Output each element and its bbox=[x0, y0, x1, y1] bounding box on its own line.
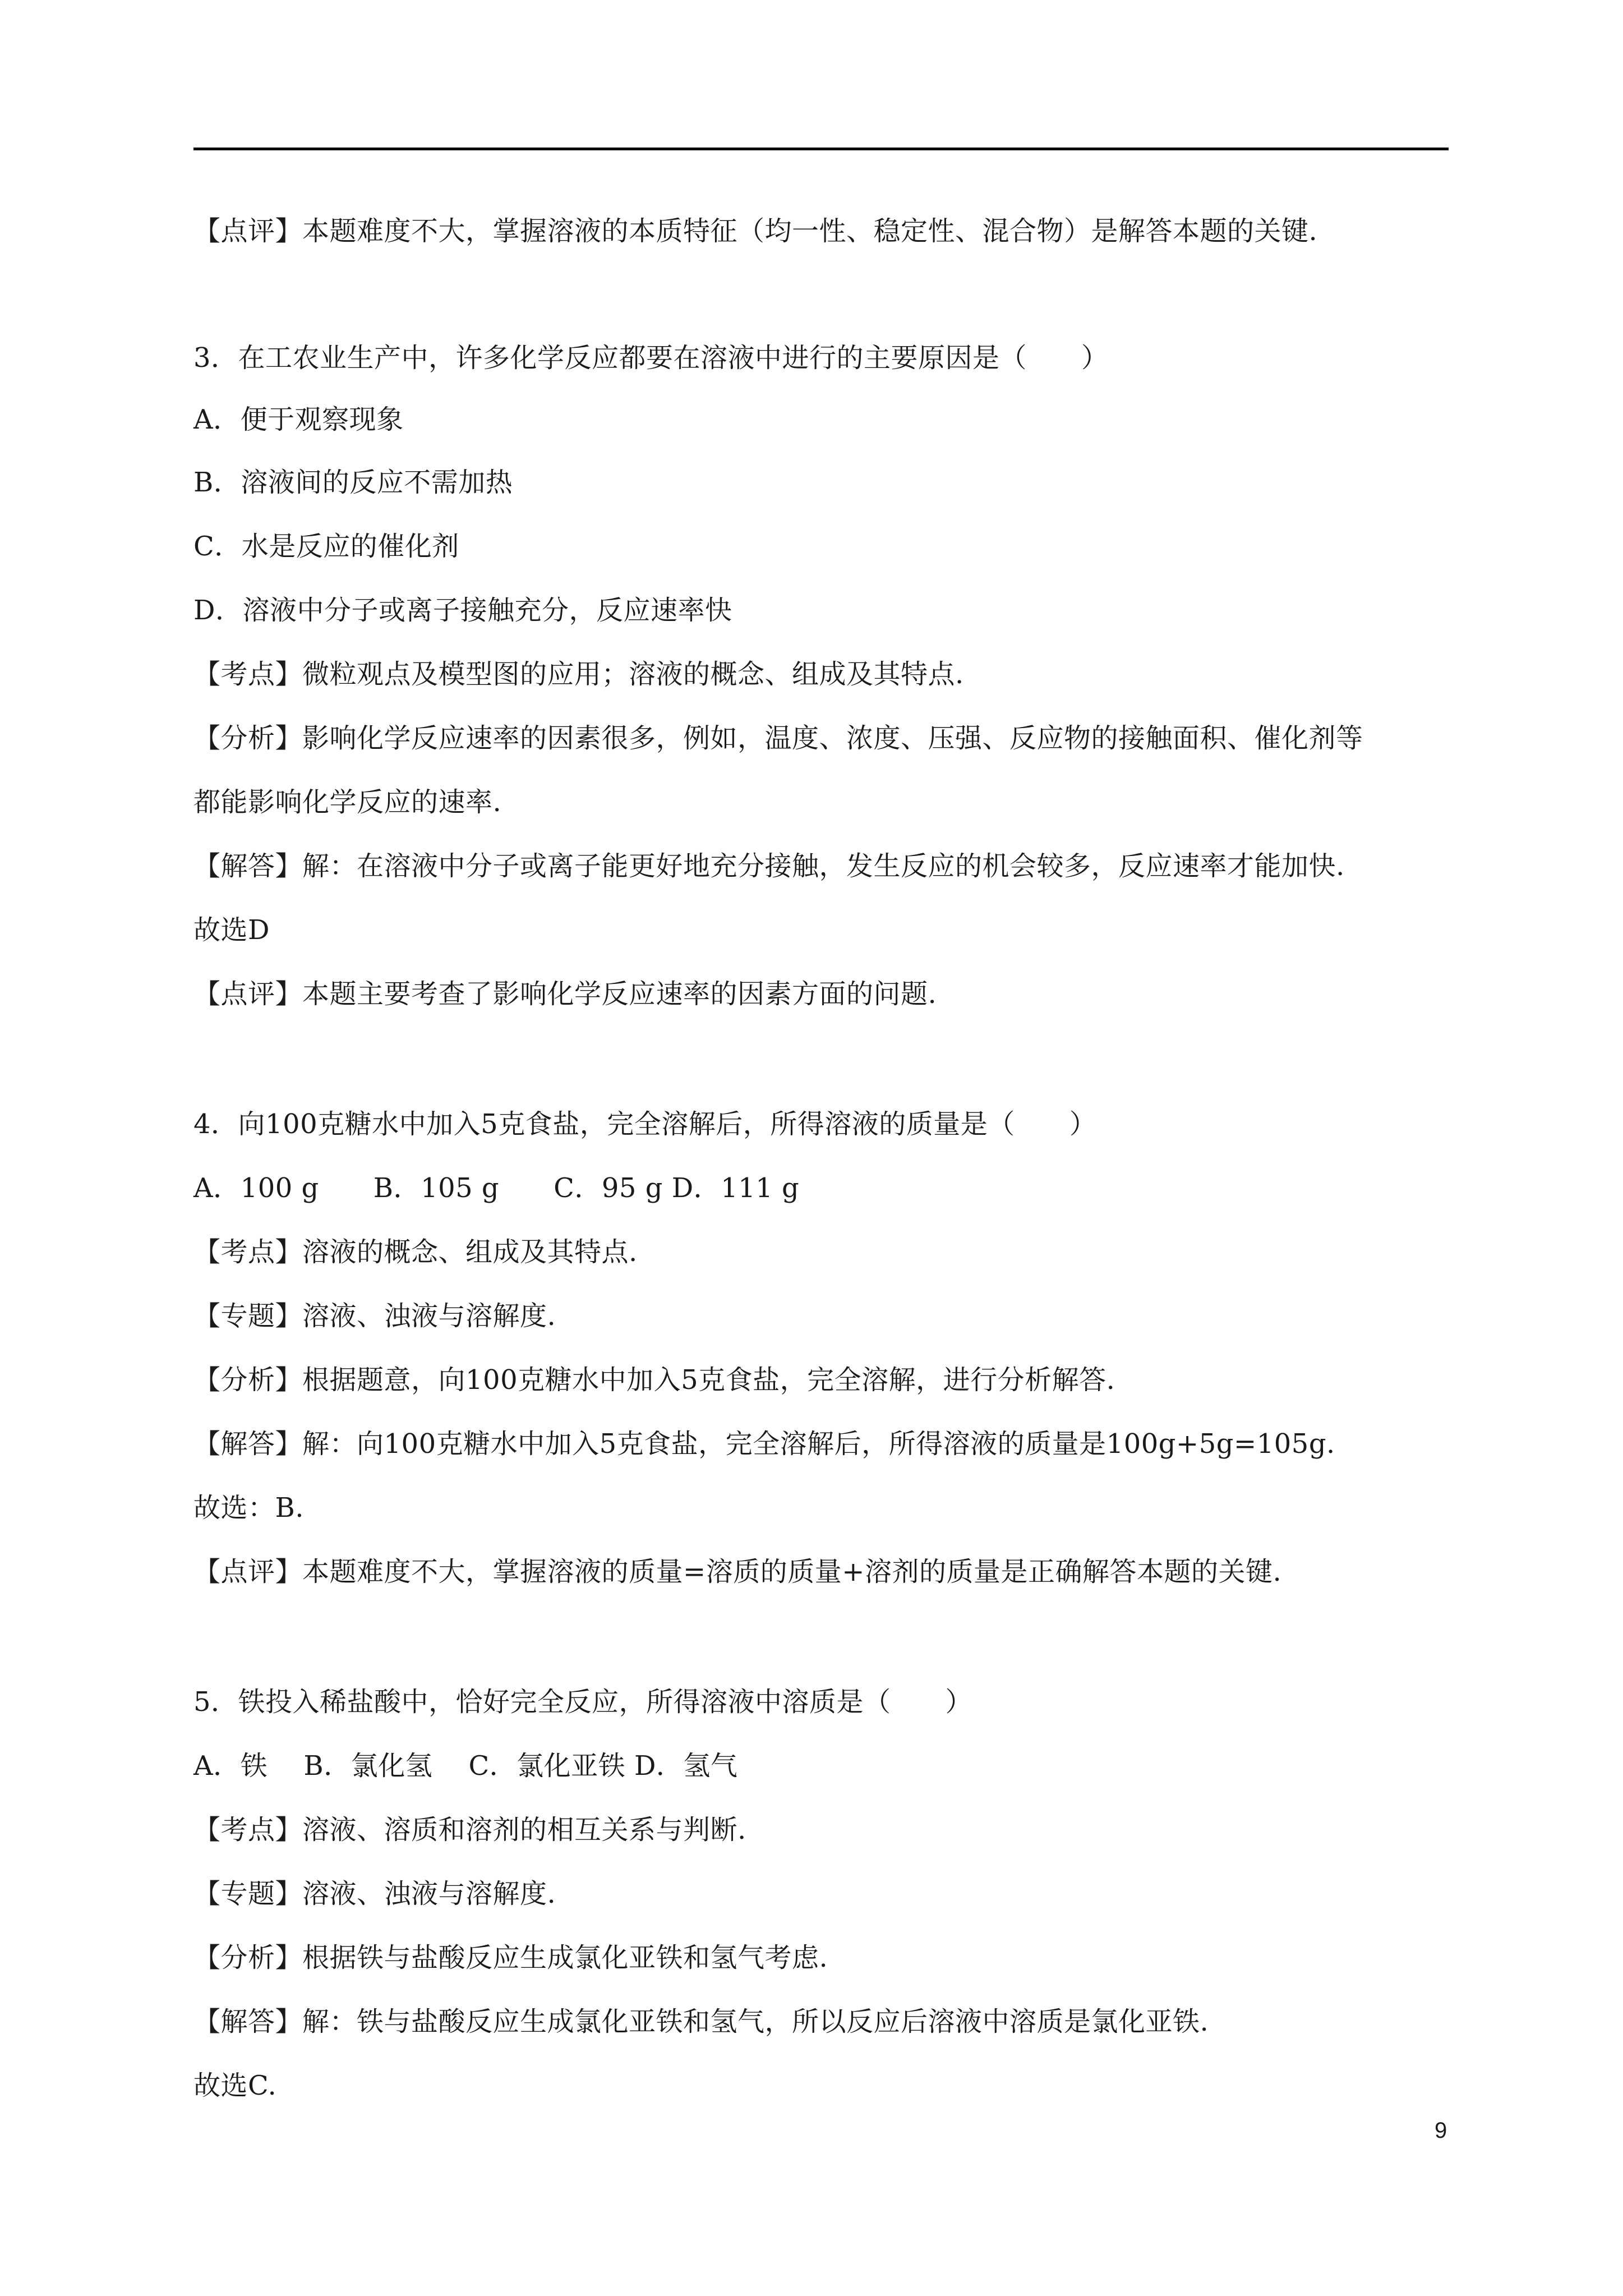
question-4-options: A．100 g B．105 g C．95 g D．111 g bbox=[193, 1172, 800, 1204]
question-4-answer: 【解答】解：向100克糖水中加入5克食盐，完全溶解后，所得溶液的质量是100g+5g=105g. bbox=[193, 1428, 1335, 1460]
question-5-answer: 【解答】解：铁与盐酸反应生成氯化亚铁和氢气，所以反应后溶液中溶质是氯化亚铁. bbox=[193, 2006, 1209, 2037]
question-4-comment: 【点评】本题难度不大，掌握溶液的质量=溶质的质量+溶剂的质量是正确解答本题的关键. bbox=[193, 1556, 1282, 1588]
question-3-option-b: B．溶液间的反应不需加热 bbox=[193, 467, 513, 498]
question-4-analysis: 【分析】根据题意，向100克糖水中加入5克食盐，完全溶解，进行分析解答. bbox=[193, 1364, 1115, 1396]
question-5-analysis: 【分析】根据铁与盐酸反应生成氯化亚铁和氢气考虑. bbox=[193, 1942, 828, 1973]
question-3-kaodian: 【考点】微粒观点及模型图的应用；溶液的概念、组成及其特点. bbox=[193, 659, 964, 690]
question-3-option-d: D．溶液中分子或离子接触充分，反应速率快 bbox=[193, 595, 732, 626]
question-3-stem: 3．在工农业生产中，许多化学反应都要在溶液中进行的主要原因是（ ） bbox=[193, 342, 1109, 374]
question-4-kaodian: 【考点】溶液的概念、组成及其特点. bbox=[193, 1236, 638, 1268]
question-4-topic: 【专题】溶液、浊液与溶解度. bbox=[193, 1300, 556, 1332]
question-4-stem: 4．向100克糖水中加入5克食盐，完全溶解后，所得溶液的质量是（ ） bbox=[193, 1108, 1097, 1140]
question-5-kaodian: 【考点】溶液、溶质和溶剂的相互关系与判断. bbox=[193, 1814, 746, 1846]
question-3-option-a: A．便于观察现象 bbox=[193, 404, 404, 435]
page-number: 9 bbox=[1435, 2118, 1447, 2143]
question-3-option-c: C．水是反应的催化剂 bbox=[193, 531, 459, 562]
question-3-analysis-cont: 都能影响化学反应的速率. bbox=[193, 786, 502, 818]
comment-line-q2: 【点评】本题难度不大，掌握溶液的本质特征（均一性、稳定性、混合物）是解答本题的关键. bbox=[193, 215, 1318, 247]
question-3-answer: 【解答】解：在溶液中分子或离子能更好地充分接触，发生反应的机会较多，反应速率才能加快. bbox=[193, 850, 1345, 882]
question-3-comment: 【点评】本题主要考查了影响化学反应速率的因素方面的问题. bbox=[193, 978, 937, 1010]
header-rule bbox=[193, 148, 1449, 150]
question-3-analysis: 【分析】影响化学反应速率的因素很多，例如，温度、浓度、压强、反应物的接触面积、催化剂等 bbox=[193, 723, 1363, 754]
question-5-options: A．铁 B．氯化氢 C．氯化亚铁 D．氢气 bbox=[193, 1750, 738, 1782]
question-4-choice: 故选：B. bbox=[193, 1492, 305, 1524]
question-3-choice: 故选D bbox=[193, 914, 270, 946]
question-5-choice: 故选C. bbox=[193, 2070, 277, 2101]
question-5-stem: 5．铁投入稀盐酸中，恰好完全反应，所得溶液中溶质是（ ） bbox=[193, 1686, 973, 1718]
question-5-topic: 【专题】溶液、浊液与溶解度. bbox=[193, 1878, 556, 1910]
